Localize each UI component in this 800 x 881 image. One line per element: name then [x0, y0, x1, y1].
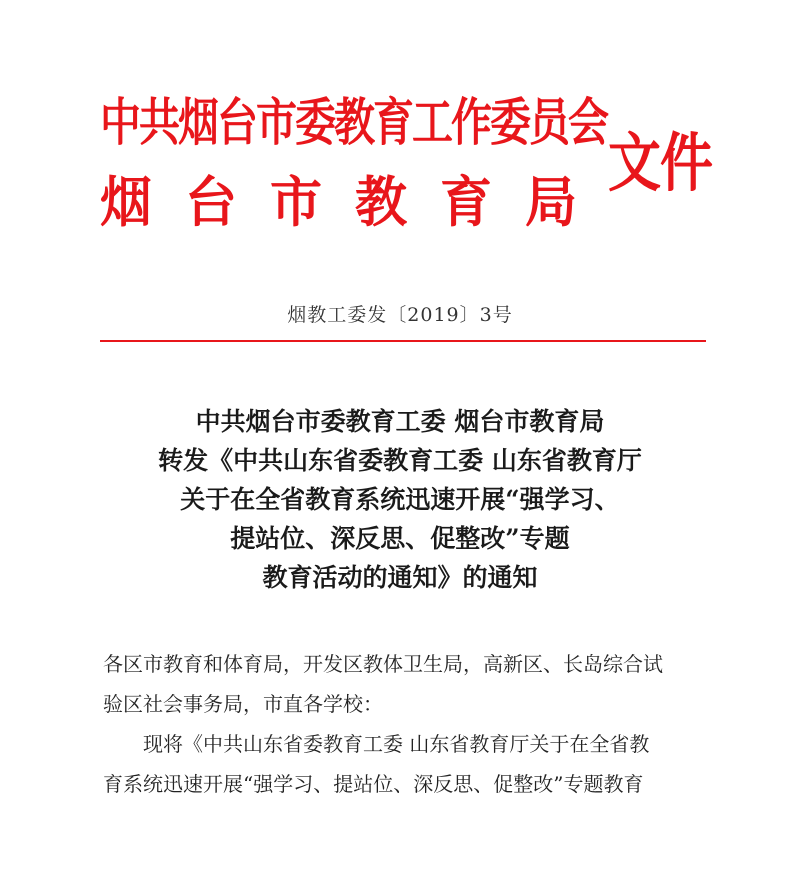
issuer-line-education-bureau: 烟台市教育局	[100, 171, 611, 235]
title-line: 关于在全省教育系统迅速开展“强学习、	[180, 485, 620, 514]
recipients-line: 验区社会事务局，市直各学校：	[103, 692, 383, 716]
red-divider-line	[100, 340, 706, 342]
issuer-line-party-committee: 中共烟台市委教育工作委员会	[100, 92, 607, 153]
document-header	[100, 75, 712, 235]
document-number: 烟教工委发〔2019〕3号	[287, 304, 513, 326]
title-line: 提站位、深反思、促整改”专题	[230, 524, 570, 553]
paragraph-line: 育系统迅速开展“强学习、提站位、深反思、促整改”专题教育	[103, 772, 644, 796]
document-body	[103, 644, 713, 804]
paragraph-line: 现将《中共山东省委教育工委 山东省教育厅关于在全省教	[143, 732, 650, 756]
document-title	[80, 402, 720, 597]
title-line: 教育活动的通知》的通知	[262, 563, 538, 592]
document-type-label: 文件	[608, 127, 712, 201]
title-line: 转发《中共山东省委教育工委 山东省教育厅	[158, 446, 642, 475]
title-line: 中共烟台市委教育工委 烟台市教育局	[195, 407, 605, 436]
recipients-line: 各区市教育和体育局，开发区教体卫生局，高新区、长岛综合试	[103, 652, 663, 676]
